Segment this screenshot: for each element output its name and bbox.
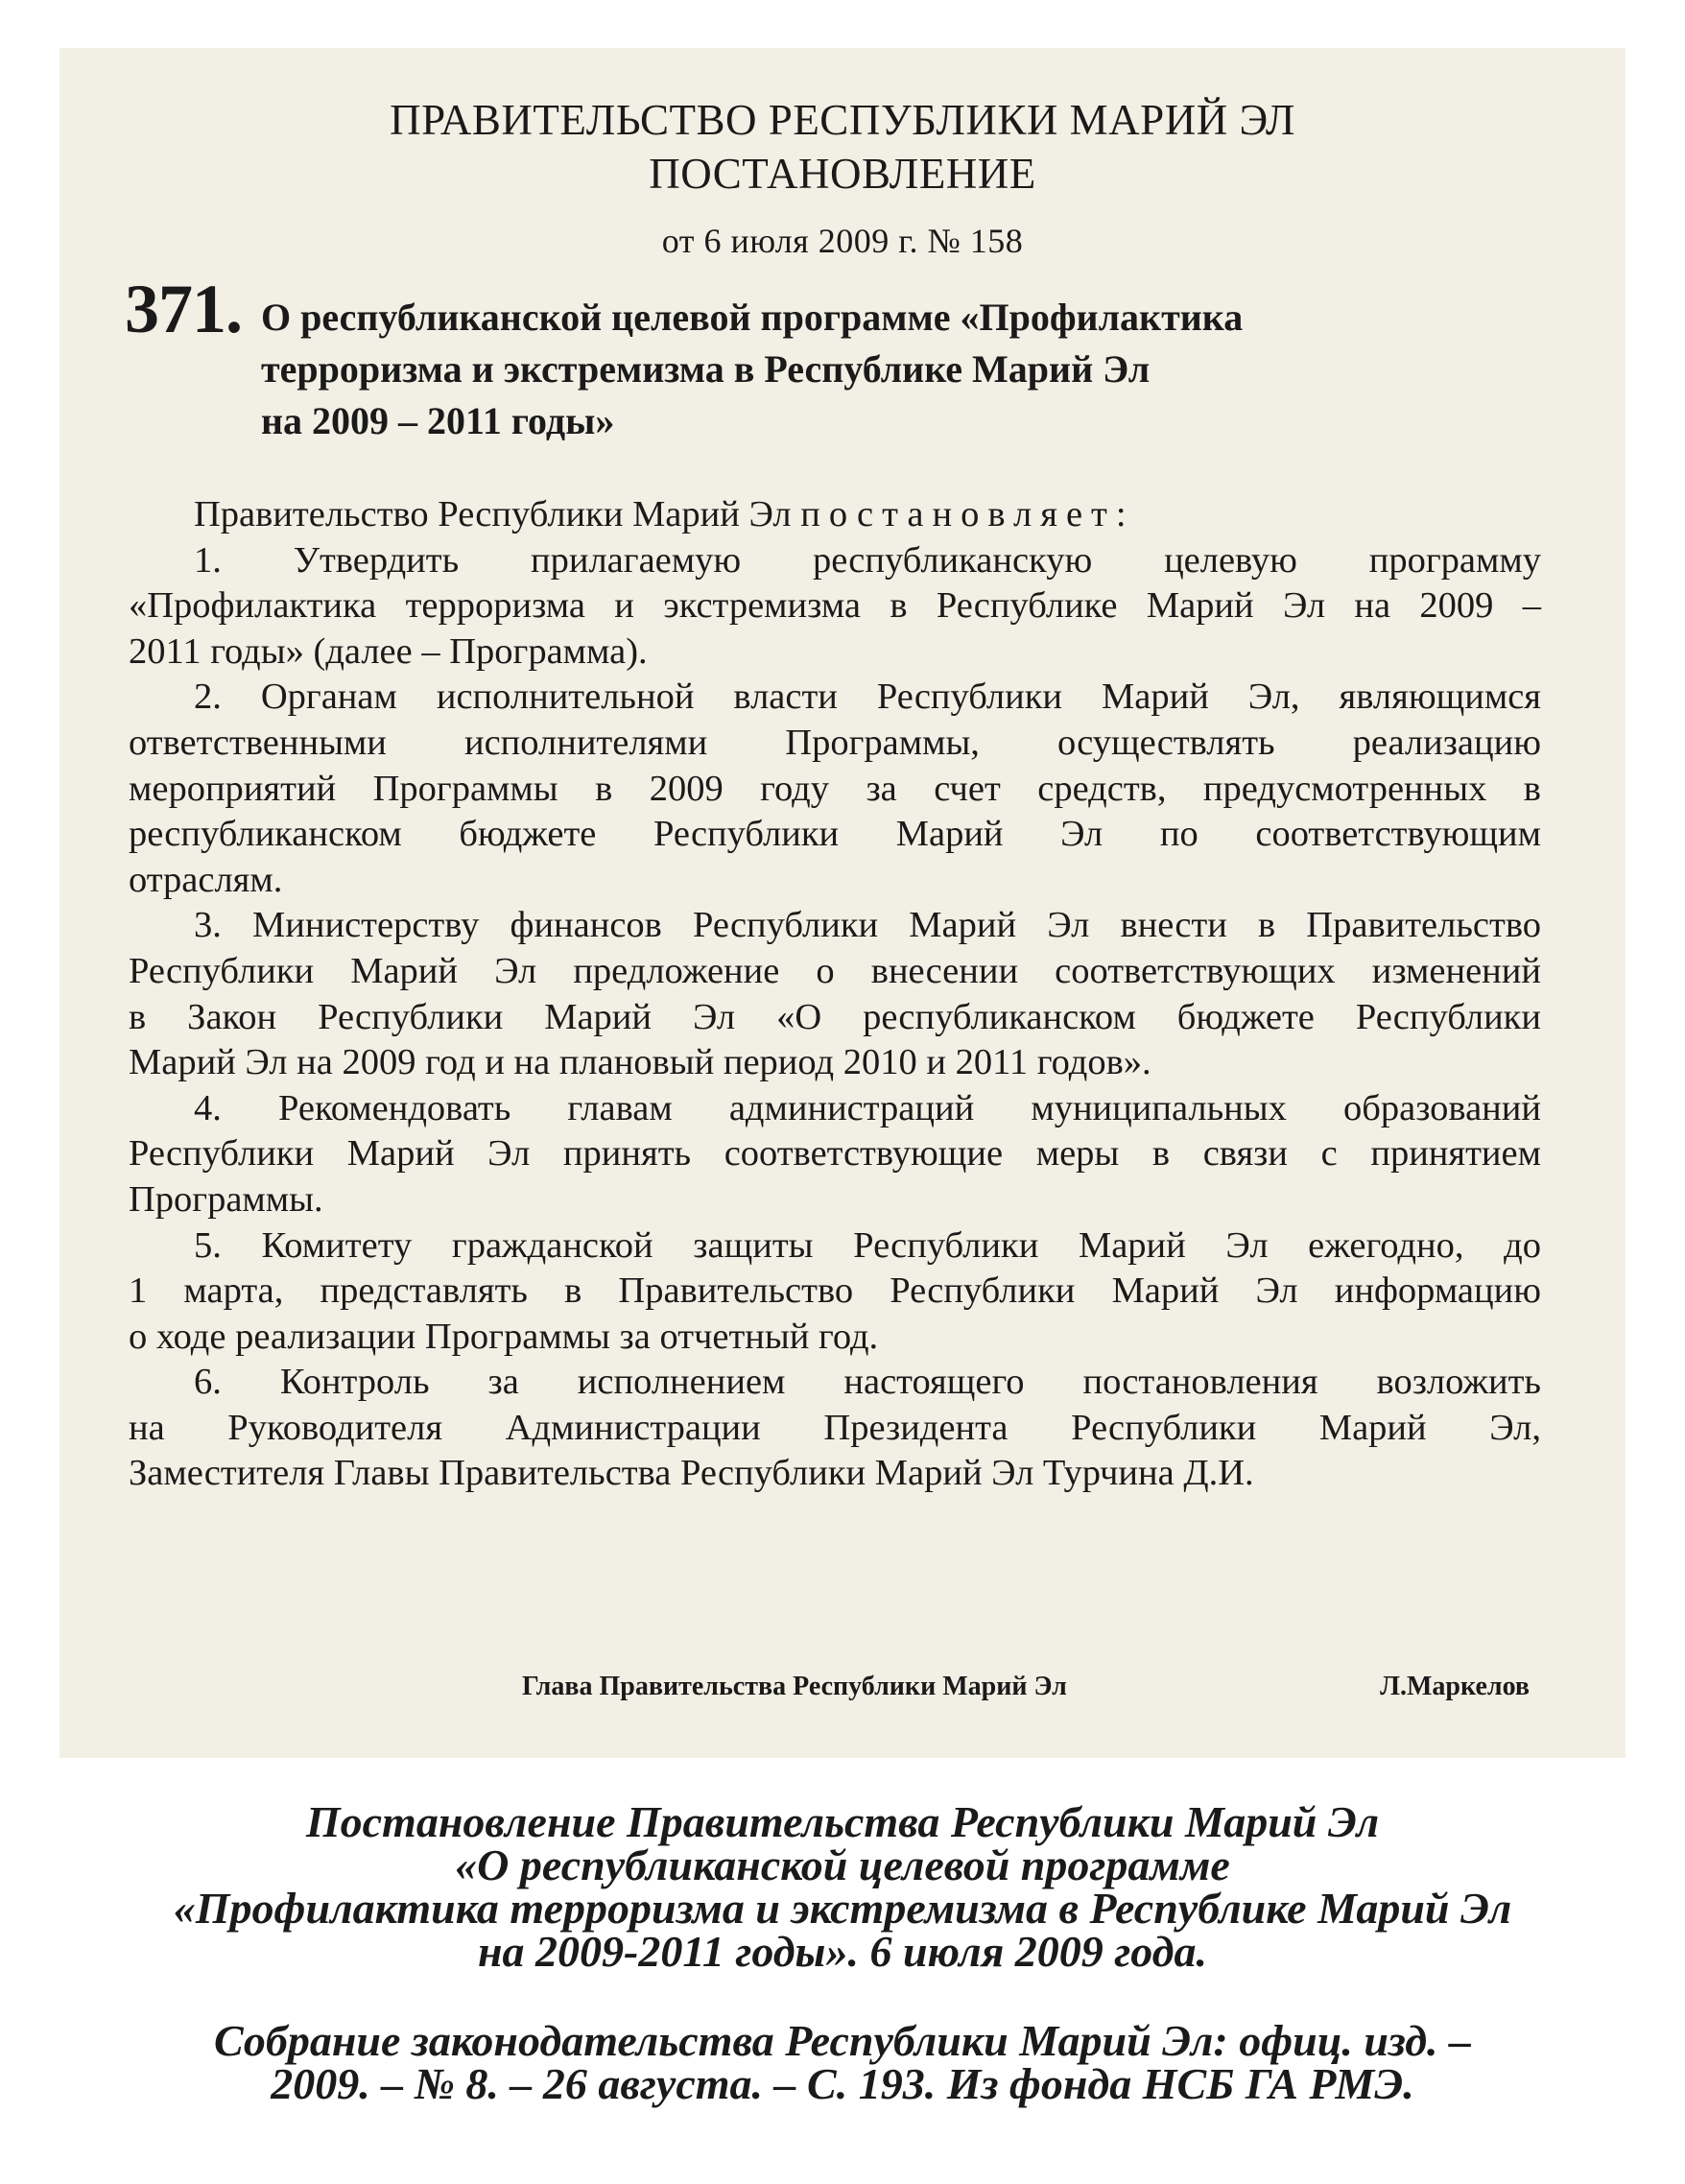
body-line: 3. Министерству финансов Республики Марий Эл внести в Правительство [194, 905, 1541, 946]
document-body [129, 492, 1541, 1497]
body-line: 2. Органам исполнительной власти Республики Марий Эл, являющимся [194, 677, 1541, 718]
body-line: 5. Комитету гражданской защиты Республики Марий Эл ежегодно, до [194, 1224, 1541, 1266]
body-line: на Руководителя Администрации Президента Республики Марий Эл, [129, 1407, 1541, 1448]
signature-block [59, 1668, 1626, 1706]
body-line: ответственными исполнителями Программы, осуществлять реализацию [129, 722, 1541, 763]
body-line: 2011 годы» (далее – Программа). [129, 630, 648, 672]
title-line: на 2009 – 2011 годы» [261, 399, 615, 442]
body-line: Марий Эл на 2009 год и на плановый период 2010 и 2011 годов». [129, 1042, 1151, 1083]
body-line: «Профилактика терроризма и экстремизма в Республике Марий Эл на 2009 – [129, 585, 1541, 627]
document-title [261, 292, 1547, 447]
body-line: Республики Марий Эл принять соответствующие меры в связи с принятием [129, 1133, 1541, 1175]
body-line: в Закон Республики Марий Эл «О республиканском бюджете Республики [129, 996, 1541, 1037]
caption-source [0, 2016, 1685, 2108]
preamble [129, 492, 1541, 538]
scanned-document [59, 48, 1626, 1758]
government-heading: ПРАВИТЕЛЬСТВО РЕСПУБЛИКИ МАРИЙ ЭЛ [390, 96, 1295, 144]
preamble-text: Правительство Республики Марий Эл [194, 494, 801, 534]
title-line: О республиканской целевой программе «Профилактика [261, 296, 1244, 339]
body-line: 1. Утвердить прилагаемую республиканскую целевую программу [194, 539, 1541, 581]
caption-line: на 2009-2011 годы». 6 июля 2009 года. [478, 1927, 1207, 1976]
body-line: Заместителя Главы Правительства Республики Марий Эл Турчина Д.И. [129, 1453, 1254, 1494]
caption-line: Постановление Правительства Республики Марий Эл [305, 1797, 1380, 1846]
body-line: Республики Марий Эл предложение о внесении соответствующих изменений [129, 950, 1541, 991]
body-line: 4. Рекомендовать главам администраций муниципальных образований [194, 1087, 1541, 1128]
caption-line: «Профилактика терроризма и экстремизма в Республике Марий Эл [173, 1884, 1512, 1933]
caption-line: «О республиканской целевой программе [455, 1840, 1230, 1889]
signatory-name: Л.Маркелов [1380, 1672, 1530, 1701]
caption-line: Собрание законодательства Республики Марий Эл: офиц. изд. – [213, 2016, 1472, 2065]
body-line: 6. Контроль за исполнением настоящего постановления возложить [194, 1362, 1541, 1403]
body-line: мероприятий Программы в 2009 году за счет средств, предусмотренных в [129, 768, 1541, 809]
body-line: 1 марта, представлять в Правительство Республики Марий Эл информацию [129, 1270, 1541, 1312]
caption-description [0, 1797, 1685, 1976]
body-line: о ходе реализации Программы за отчетный год. [129, 1316, 879, 1357]
preamble-verb: постановляет: [800, 494, 1135, 534]
body-line: республиканском бюджете Республики Марий Эл по соответствующим [129, 814, 1541, 855]
caption-line: 2009. – № 8. – 26 августа. – С. 193. Из фонда НСБ ГА РМЭ. [271, 2059, 1414, 2108]
body-line: отраслям. [129, 859, 283, 900]
decree-date: от 6 июля 2009 г. № 158 [661, 222, 1024, 260]
body-line: Программы. [129, 1178, 323, 1220]
signatory-title: Глава Правительства Республики Марий Эл [522, 1672, 1067, 1701]
document-number: 371. [125, 271, 242, 347]
decree-heading: ПОСТАНОВЛЕНИЕ [649, 150, 1036, 198]
title-line: терроризма и экстремизма в Республике Марий Эл [261, 347, 1151, 391]
